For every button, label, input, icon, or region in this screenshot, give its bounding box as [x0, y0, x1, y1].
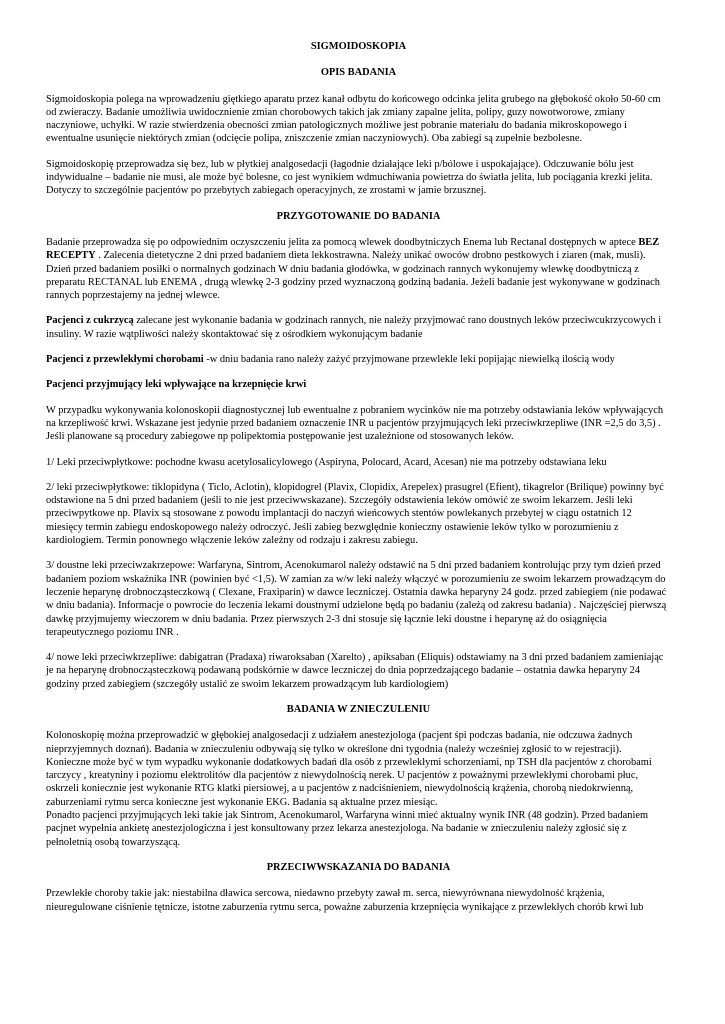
- diabetes-paragraph: [46, 314, 671, 341]
- chronic-paragraph: [46, 353, 671, 366]
- przygotowanie-paragraph: [46, 236, 671, 302]
- coag-paragraph-1: W przypadku wykonywania kolonoskopii diagnostycznej lub ewentualne z pobraniem wycinków nie ma potrzeby odstawiania leków wpływających na krzepliwość krwi. Wskazane jest jedynie przed badaniem oznaczenie INR u pacjentów przyjmujących leki przeciwkrzepliwe (INR =2,5 do 3,5) . Jeśli planowane są procedury zabiegowe np polipektomia postępowanie jest uzależnione od stosowanych leków.: [46, 404, 664, 443]
- document-title: SIGMOIDOSKOPIA: [310, 41, 407, 52]
- diabetes-text: zalecane jest wykonanie badania w godzinach rannych, nie należy przyjmować rano doustnych leków przeciwcukrzycowych i insuliny. W razie wątpliwości należy skontaktować się z ośrodkiem wykonującym badanie: [46, 315, 662, 340]
- heading-opis-badania: OPIS BADANIA: [320, 67, 397, 79]
- opis-paragraph-2: Sigmoidoskopię przeprowadza się bez, lub w płytkiej analgosedacji (łagodnie działające leki p/bólowe i uspokajające). Odczuwanie bólu jest indywidualne – badanie nie musi, ale może być bolesne, co jest wynikiem wdmuchiwania powietrza do światła jelita, lub pociągania krezki jelita. Dotyczy to szczególnie pacjentów po przebytych zabiegach operacyjnych, ze zrostami w jamie brzusznej.: [46, 158, 653, 197]
- heading-znieczulenie: BADANIA W ZNIECZULENIU: [286, 703, 431, 715]
- heading-przygotowanie: PRZYGOTOWANIE DO BADANIA: [276, 210, 441, 222]
- coag-heading-label: Pacjenci przyjmujący leki wpływające na krzepnięcie krwi: [46, 379, 307, 391]
- coag-item-2: 2/ leki przeciwpłytkowe: tiklopidyna ( Ticlo, Aclotin), klopidogrel (Plavix, Clopidix, Arepelex) prasugrel (Efient), tikagrelor (Brilique) powinny być odstawione na 5 dni przed badaniem (jeśli to nie jest przeciwwskazane). Szczegóły odstawienia leków omówić ze swoim lekarzem. Jeśli leki przeciwpytkowe np. Plavix są stosowane z powodu implantacji do naczyń wieńcowych stentów powlekanych przebytej w ciągu ostatnich 12 miesięcy termin zabiegu endoskopowego należy odroczyć. Jeśli zabieg bezwględnie konieczny ostawienie leków tylko w porozumieniu z kardiologiem. Termin ponownego włączenie leków zależny od rodzaju i zakresu zabiegu.: [46, 481, 664, 547]
- znieczulenie-line-2: Konieczne może być w tym wypadku wykonanie dodatkowych badań dla osób z przewlekłymi schorzeniami, np TSH dla pacjentów z chorobami tarczycy , kreatyniny i poziomu elektrolitów dla pacjentów z niewydolnością nerek. U pacjentów z poważnymi przewlekłymi chorobami płuc, oskrzeli koniecznie jest wykonanie RTG klatki piersiowej, a u pacjentów z nadciśnieniem, niewydolnością krążenia, chorobą niedokrwienną, zaburzeniami rytmu serca konieczne jest wykonanie EKG. Badania są aktualne przez miesiąc.: [46, 756, 652, 808]
- znieczulenie-line-1: Kolonoskopię można przeprowadzić w głębokiej analgosedacji z udziałem anestezjologa (pacjent śpi podczas badania, nie odczuwa żadnych nieprzyjemnych doznań). Badania w znieczuleniu odbywają się tylko w określone dni tygodnia (należy wcześniej zgłosić to w rejestracji).: [46, 730, 633, 755]
- coag-item-4: 4/ nowe leki przeciwkrzepliwe: dabigatran (Pradaxa) riwaroksaban (Xarelto) , apiksaban (Eliquis) odstawiamy na 3 dni przed badaniem zamieniając je na heparynę drobnocząsteczkową podawaną podskórnie w dawce leczniczej do dnia poprzedzającego badanie – ostatnia dawka heparyny 24 godziny przed zabiegiem (szczegóły ustalić ze swoim lekarzem prowadzącym lub kardiologiem): [46, 652, 664, 690]
- coag-item-1: 1/ Leki przeciwpłytkowe: pochodne kwasu acetylosalicylowego (Aspiryna, Polocard, Acard, Acesan) nie ma potrzeby odstawiana leku: [46, 456, 607, 468]
- chronic-label: Pacjenci z przewlekłymi chorobami: [46, 354, 204, 366]
- coag-heading: [46, 378, 671, 391]
- opis-paragraph-1: Sigmoidoskopia polega na wprowadzeniu giętkiego aparatu przez kanał odbytu do końcowego odcinka jelita grubego na głębokość około 50-60 cm od zwieraczy. Badanie umożliwia uwidocznienie zmian chorobowych takich jak zmiany zapalne jelita, polipy, guzy nowotworowe, zmiany naczyniowe, uchyłki. W razie stwierdzenia obecności zmian patologicznych możliwe jest pobranie materiału do badania mikroskopowego i ewentualne usunięcie niektórych zmian (odcięcie polipa, zniszczenie zmian naczyniowych). Oba zabiegi są zupełnie bezbolesne.: [46, 93, 661, 145]
- przeciwwskazania-paragraph: Przewlekłe choroby takie jak: niestabilna dławica sercowa, niedawno przebyty zawał m. serca, niewyrównana niewydolność krążenia, nieuregulowane ciśnienie tętnicze, istotne zaburzenia rytmu serca, poważne zaburzenia krzepnięcia wynikające z przewlekłych chorób krwi lub: [46, 888, 644, 913]
- heading-przeciwwskazania: PRZECIWWSKAZANIA DO BADANIA: [266, 861, 451, 873]
- diabetes-label: Pacjenci z cukrzycą: [46, 315, 134, 327]
- znieczulenie-line-3: Ponadto pacjenci przyjmujących leki takie jak Sintrom, Acenokumarol, Warfaryna winni mieć aktualny wynik INR (48 godzin). Przed badaniem pacjnet wypełnia ankietę anestezjologiczna i jest konsultowany przez lekarza anestezjologa. Na badanie w znieczuleniu należy zgłosić się z pełnoletnią osobą towarzyszącą.: [46, 810, 649, 848]
- chronic-text: -w dniu badania rano należy zażyć przyjmowane przewlekle leki popijając niewielką ilością wody: [203, 354, 615, 366]
- przygotowanie-text-1: Badanie przeprowadza się po odpowiednim oczyszczeniu jelita za pomocą wlewek doodbytniczych Enema lub Rectanal dostępnych w aptece: [46, 236, 639, 248]
- coag-item-3: 3/ doustne leki przeciwzakrzepowe: Warfaryna, Sintrom, Acenokumarol należy odstawić na 5 dni przed badaniem kontrolując przy tym dzień przed badaniem poziom wskaźnika INR (powinien być <1,5). W zamian za w/w leki należy włączyć w porozumieniu ze swoim lekarzem prowadzącym do leczenie heparynę drobnocząsteczkową ( Clexane, Fraxiparin) w dawce leczniczej. Ostatnia dawka heparyny 24 godz. przed zabiegiem (nie podawać w dniu badania). Informacje o powrocie do leczenia lekami doustnymi udzielone będą po badaniu (zależą od zakresu badania) . Najczęściej pierwszą dawkę przyjmujemy wieczorem w dniu badania. Przez pierwszych 2-3 dni stosuje się łącznie leki doustne i heparynę aż do osiągnięcia terapeutycznego poziomu INR .: [46, 560, 667, 638]
- bez-recepty-label: BEZ RECEPTY: [46, 236, 660, 262]
- przygotowanie-text-2: . Zalecenia dietetyczne 2 dni przed badaniem dieta lekkostrawna. Należy unikać owoców drobno pestkowych i ziaren (mak, musli). Dzień przed badaniem posiłki o normalnych godzinach W dniu badania głodówka, w godzinach rannych wykonujemy wlewkę doodbytniczą z preparatu RECTANAL lub ENEMA , drugą wlewkę 2-3 godziny przed wyznaczoną godziną badania. Jeżeli badanie jest wykonywane w godzinach rannych poprzestajemy na jednej wlewce.: [46, 250, 660, 302]
